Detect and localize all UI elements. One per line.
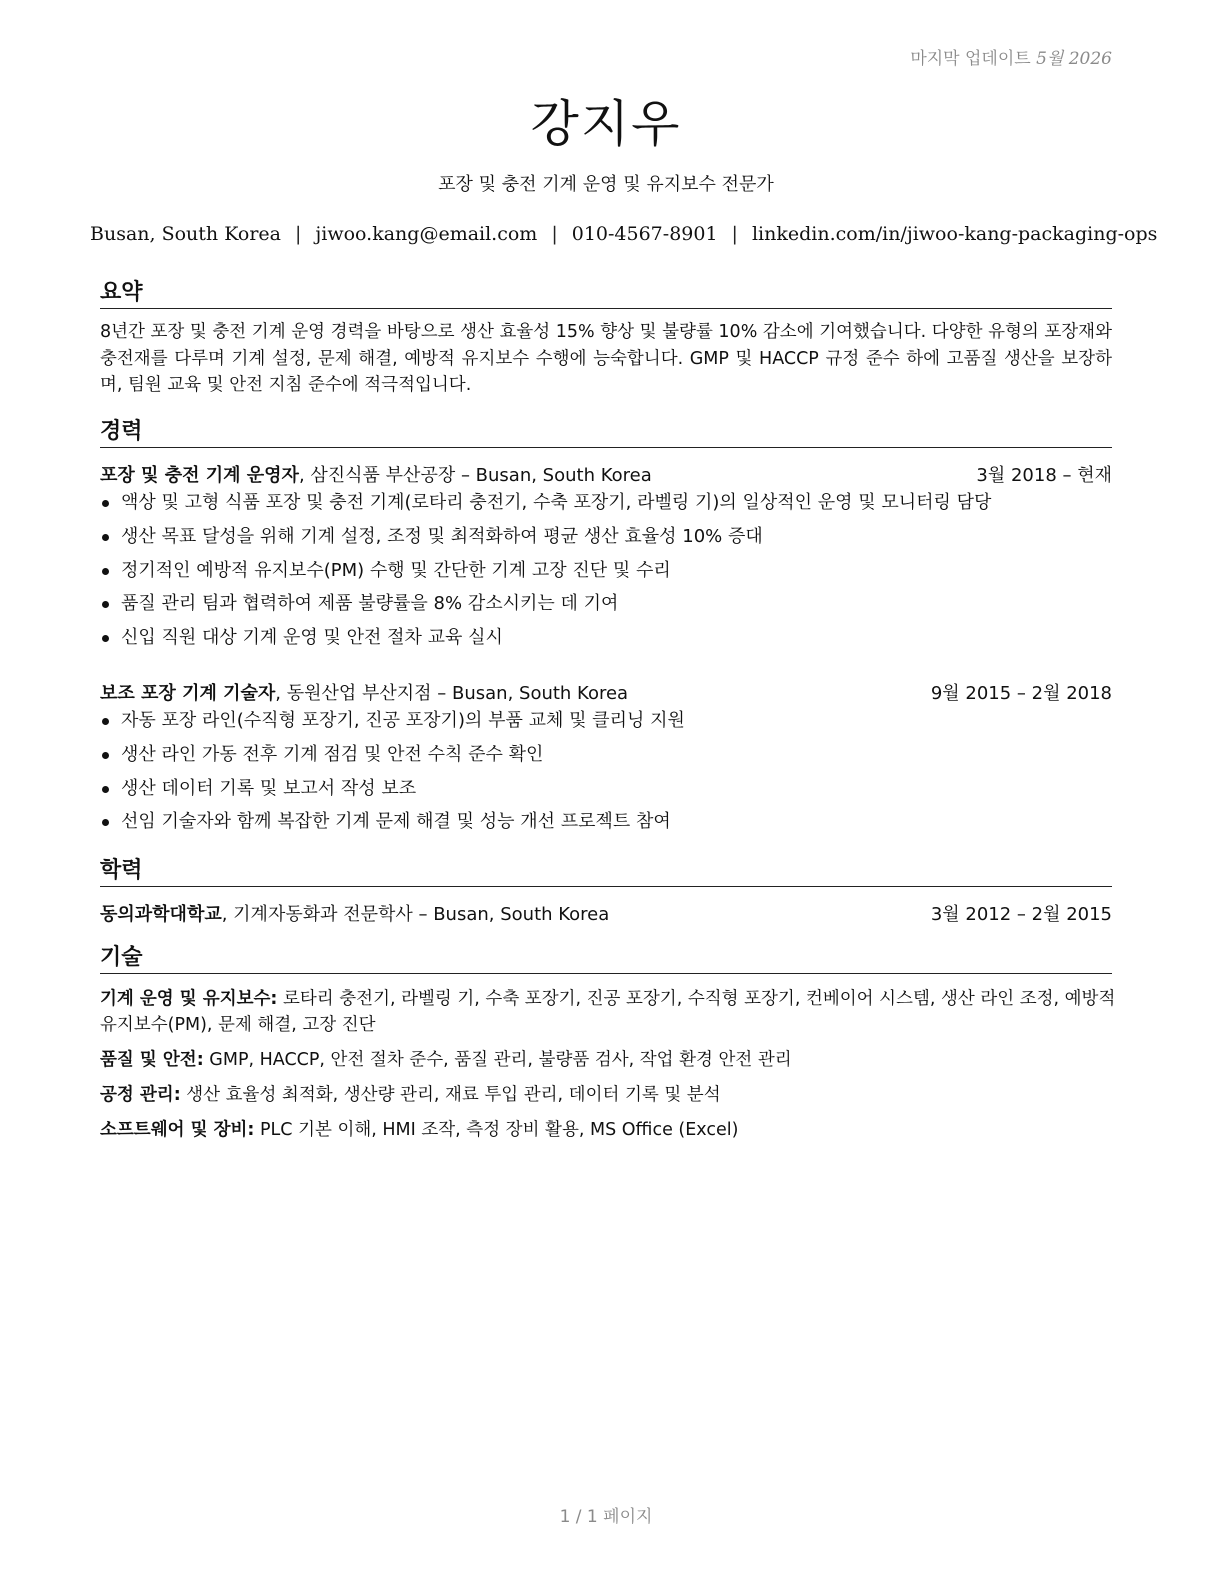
section-title-skills: 기술 [100, 940, 1112, 974]
section-title-education: 학력 [100, 853, 1112, 887]
contact-separator: | [294, 223, 302, 245]
resume-page [90, 0, 1158, 1584]
section-title-summary: 요약 [100, 275, 1112, 309]
contact-email[interactable]: jiwoo.kang@email.com [315, 223, 538, 245]
job-header [100, 679, 1112, 705]
job-date: 3월 2018 – 현재 [976, 465, 1112, 486]
bullet-icon [102, 534, 109, 541]
bullet-icon [102, 819, 109, 826]
bullet-icon [102, 786, 109, 793]
list-item [100, 559, 1112, 593]
bullet-text: 선임 기술자와 함께 복잡한 기계 문제 해결 및 성능 개선 프로젝트 참여 [121, 811, 671, 833]
bullet-text: 품질 관리 팀과 협력하여 제품 불량률을 8% 감소시키는 데 기여 [121, 593, 619, 615]
skill-label: 기계 운영 및 유지보수: [100, 989, 278, 1009]
bullet-icon [102, 718, 109, 725]
job-org: , 동원산업 부산지점 – Busan, South Korea [275, 683, 629, 704]
contact-linkedin[interactable]: linkedin.com/in/jiwoo-kang-packaging-ops [751, 223, 1158, 245]
job-bullets [100, 491, 1112, 660]
bullet-icon [102, 601, 109, 608]
list-item [100, 777, 1112, 811]
bullet-text: 생산 목표 달성을 위해 기계 설정, 조정 및 최적화하여 평균 생산 효율성 10% 증대 [121, 525, 763, 547]
skill-label: 공정 관리: [100, 1085, 181, 1105]
skill-value: 생산 효율성 최적화, 생산량 관리, 재료 투입 관리, 데이터 기록 및 분석 [180, 1085, 721, 1105]
job-role: 보조 포장 기계 기술자 [100, 683, 276, 704]
contact-location: Busan, South Korea [90, 223, 281, 245]
list-item [100, 743, 1112, 777]
section-title-experience: 경력 [100, 414, 1112, 448]
education-entry [100, 900, 1112, 926]
job-role: 포장 및 충전 기계 운영자 [100, 465, 299, 486]
skills-list [100, 986, 1120, 1152]
last-updated-label: 마지막 업데이트 [910, 49, 1031, 69]
contact-separator: | [731, 223, 738, 245]
skill-value: GMP, HACCP, 안전 절차 준수, 품질 관리, 불량품 검사, 작업 환경 안전 관리 [203, 1050, 792, 1070]
list-item [100, 491, 1112, 525]
skill-value: 로타리 충전기, 라벨링 기, 수축 포장기, 진공 포장기, 수직형 포장기, 컨베이어 시스템, 생산 라인 조정, 예방적 유지보수(PM), 문제 해결, 고장 진단 [100, 989, 1116, 1035]
bullet-icon [102, 500, 109, 507]
bullet-text: 생산 라인 가동 전후 기계 점검 및 안전 수칙 준수 확인 [121, 743, 544, 765]
skill-label: 품질 및 안전: [100, 1050, 204, 1070]
education-date: 3월 2012 – 2월 2015 [930, 904, 1112, 925]
page-number: 1 / 1 페이지 [559, 1507, 653, 1527]
education-school: 동의과학대학교 [100, 904, 222, 925]
last-updated [910, 44, 1112, 69]
skill-label: 소프트웨어 및 장비: [100, 1120, 255, 1140]
list-item [100, 525, 1112, 559]
list-item [100, 709, 1112, 743]
contact-line [90, 223, 1158, 245]
job-header [100, 461, 1112, 487]
education-detail: , 기계자동화과 전문학사 – Busan, South Korea [221, 904, 610, 925]
list-item [100, 810, 1112, 844]
summary-text: 8년간 포장 및 충전 기계 운영 경력을 바탕으로 생산 효율성 15% 향상 및 불량률 10% 감소에 기여했습니다. 다양한 유형의 포장재와 충전재를 다루며 기계 설정, 문제 해결, 예방적 유지보수 수행에 능숙합니다. GMP 및 HACCP 규정 준수 하에 고품질 생산을 보장하며, 팀원 교육 및 안전 지침 준수에 적극적입니다. [100, 322, 1112, 395]
job-date: 9월 2015 – 2월 2018 [930, 683, 1112, 704]
bullet-text: 신입 직원 대상 기계 운영 및 안전 절차 교육 실시 [121, 627, 503, 649]
bullet-text: 생산 데이터 기록 및 보고서 작성 보조 [121, 777, 417, 799]
contact-separator: | [551, 223, 558, 245]
skill-row [100, 1117, 1120, 1143]
last-updated-date: 5월 2026 [1036, 49, 1112, 69]
skill-value: PLC 기본 이해, HMI 조작, 측정 장비 활용, MS Office (Excel) [254, 1120, 739, 1140]
list-item [100, 626, 1112, 660]
candidate-name: 강지우 [530, 95, 682, 153]
bullet-text: 정기적인 예방적 유지보수(PM) 수행 및 간단한 기계 고장 진단 및 수리 [121, 559, 671, 581]
skill-row [100, 986, 1120, 1038]
skill-row [100, 1082, 1120, 1108]
bullet-icon [102, 635, 109, 642]
bullet-icon [102, 568, 109, 575]
bullet-text: 액상 및 고형 식품 포장 및 충전 기계(로타리 충전기, 수축 포장기, 라벨링 기)의 일상적인 운영 및 모니터링 담당 [121, 492, 992, 513]
skill-row [100, 1047, 1120, 1073]
candidate-headline: 포장 및 충전 기계 운영 및 유지보수 전문가 [438, 174, 774, 195]
contact-phone: 010-4567-8901 [571, 223, 718, 245]
bullet-icon [102, 752, 109, 759]
job-bullets [100, 709, 1112, 844]
job-org: , 삼진식품 부산공장 – Busan, South Korea [298, 465, 652, 486]
list-item [100, 592, 1112, 626]
bullet-text: 자동 포장 라인(수직형 포장기, 진공 포장기)의 부품 교체 및 클리닝 지원 [121, 710, 685, 731]
